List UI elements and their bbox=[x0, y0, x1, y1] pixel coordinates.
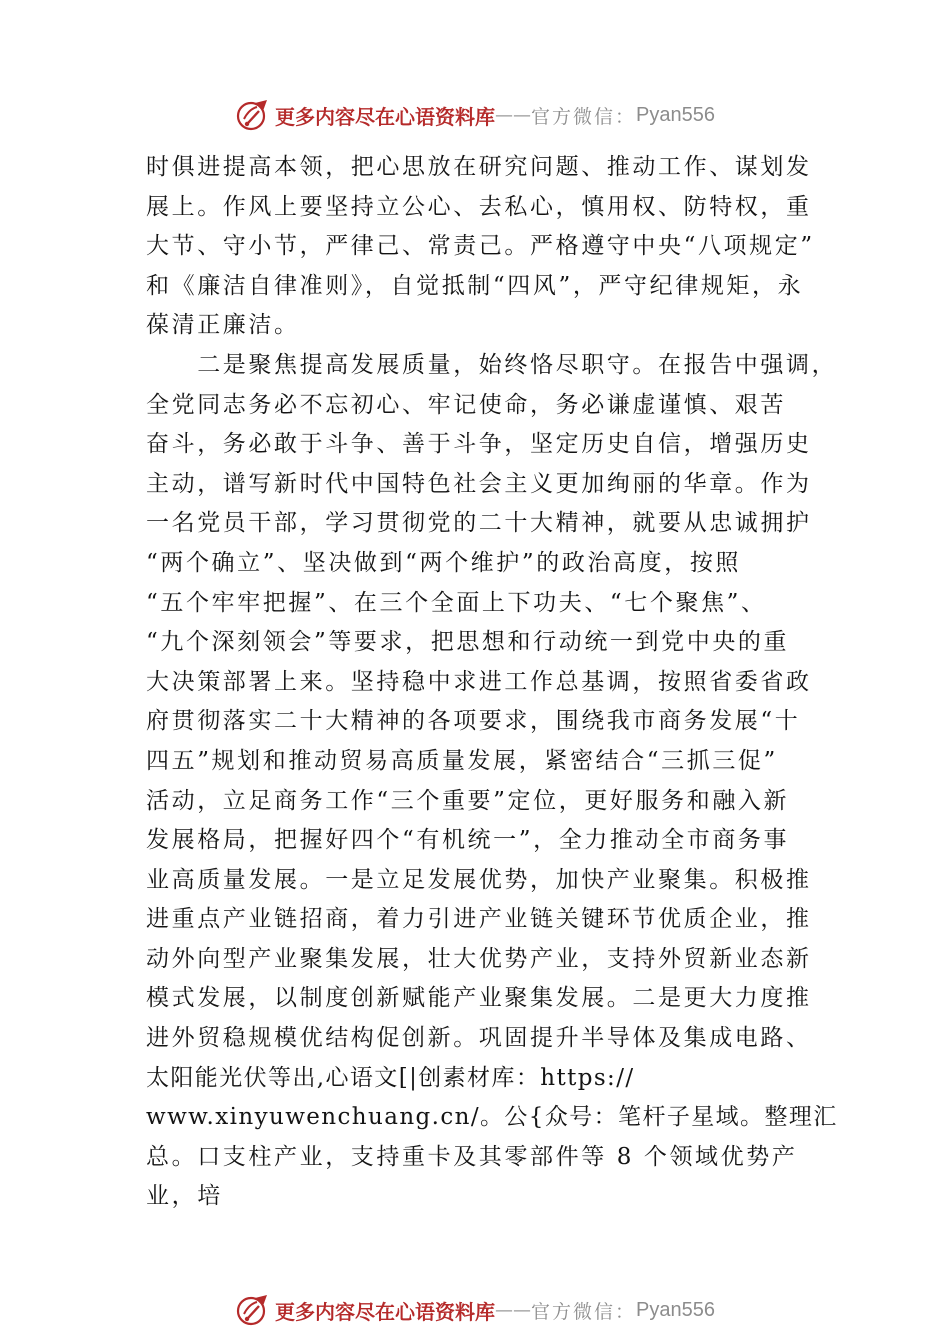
body-line: “五个牢牢把握”、在三个全面上下功夫、“七个聚焦”、 bbox=[146, 589, 767, 616]
body-line: 葆清正廉洁。 bbox=[146, 312, 300, 339]
header-banner bbox=[0, 95, 950, 135]
body-line: 模式发展，以制度创新赋能产业聚集发展。二是更大力度推 bbox=[146, 985, 812, 1012]
body-line: 二是聚焦提高发展质量，始终恪尽职守。在报告中强调， bbox=[146, 351, 838, 378]
body-line: 业，培 bbox=[146, 1183, 223, 1210]
body-line: 和《廉洁自律准则》，自觉抵制“四风”，严守纪律规矩，永 bbox=[146, 272, 804, 299]
pen-logo-icon bbox=[235, 97, 271, 133]
document-body bbox=[146, 148, 838, 1217]
body-line: 活动，立足商务工作“三个重要”定位，更好服务和融入新 bbox=[146, 787, 790, 814]
body-line: 业高质量发展。一是立足发展优势，加快产业聚集。积极推 bbox=[146, 866, 812, 893]
body-line: “两个确立”、坚决做到“两个维护”的政治高度，按照 bbox=[146, 549, 742, 576]
footer-wechat-label: 官方微信： bbox=[531, 1300, 637, 1323]
body-line: 时俱进提高本领，把心思放在研究问题、推动工作、谋划发 bbox=[146, 154, 812, 180]
body-line: 主动，谱写新时代中国特色社会主义更加绚丽的华章。作为 bbox=[146, 470, 812, 497]
footer-banner-inner bbox=[235, 1292, 715, 1328]
body-line: 进外贸稳规模优结构促创新。巩固提升半导体及集成电路、 bbox=[146, 1025, 812, 1052]
body-line: 总。口支柱产业，支持重卡及其零部件等 8 个领域优势产 bbox=[146, 1143, 798, 1170]
body-line: 府贯彻落实二十大精神的各项要求，围绕我市商务发展“十 bbox=[146, 708, 801, 735]
footer-banner-dash: —— bbox=[495, 1299, 531, 1321]
body-line: 动外向型产业聚集发展，壮大优势产业，支持外贸新业态新 bbox=[146, 945, 812, 972]
header-banner-dash: —— bbox=[495, 104, 531, 126]
body-line: 展上。作风上要坚持立公心、去私心，慎用权、防特权，重 bbox=[146, 193, 812, 220]
header-banner-inner bbox=[235, 97, 715, 133]
body-line: 四五”规划和推动贸易高质量发展，紧密结合“三抓三促” bbox=[146, 747, 778, 774]
body-line: 奋斗，务必敢于斗争、善于斗争，坚定历史自信，增强历史 bbox=[146, 431, 812, 458]
pen-logo-icon bbox=[235, 1292, 271, 1328]
header-wechat-id: Pyan556 bbox=[636, 103, 715, 126]
body-line: 大决策部署上来。坚持稳中求进工作总基调，按照省委省政 bbox=[146, 668, 812, 695]
footer-banner bbox=[0, 1290, 950, 1330]
footer-banner-title: 更多内容尽在心语资料库 bbox=[275, 1299, 495, 1324]
footer-wechat-id: Pyan556 bbox=[636, 1298, 715, 1321]
body-line: 大节、守小节，严律己、常责己。严格遵守中央“八项规定” bbox=[146, 233, 815, 260]
body-line: 太阳能光伏等出,心语文[|创素材库：https:// bbox=[146, 1064, 635, 1091]
body-line: www.xinyuwenchuang.cn/。公{众号：笔杆子星域。整理汇 bbox=[146, 1104, 838, 1131]
body-line: 一名党员干部，学习贯彻党的二十大精神，就要从忠诚拥护 bbox=[146, 510, 812, 537]
header-banner-title: 更多内容尽在心语资料库 bbox=[275, 104, 495, 129]
header-wechat-label: 官方微信： bbox=[531, 105, 637, 128]
body-line: 全党同志务必不忘初心、牢记使命，务必谦虚谨慎、艰苦 bbox=[146, 391, 786, 418]
body-line: 发展格局，把握好四个“有机统一”，全力推动全市商务事 bbox=[146, 827, 790, 854]
body-line: 进重点产业链招商，着力引进产业链关键环节优质企业，推 bbox=[146, 906, 812, 933]
body-line: “九个深刻领会”等要求，把思想和行动统一到党中央的重 bbox=[146, 629, 790, 656]
